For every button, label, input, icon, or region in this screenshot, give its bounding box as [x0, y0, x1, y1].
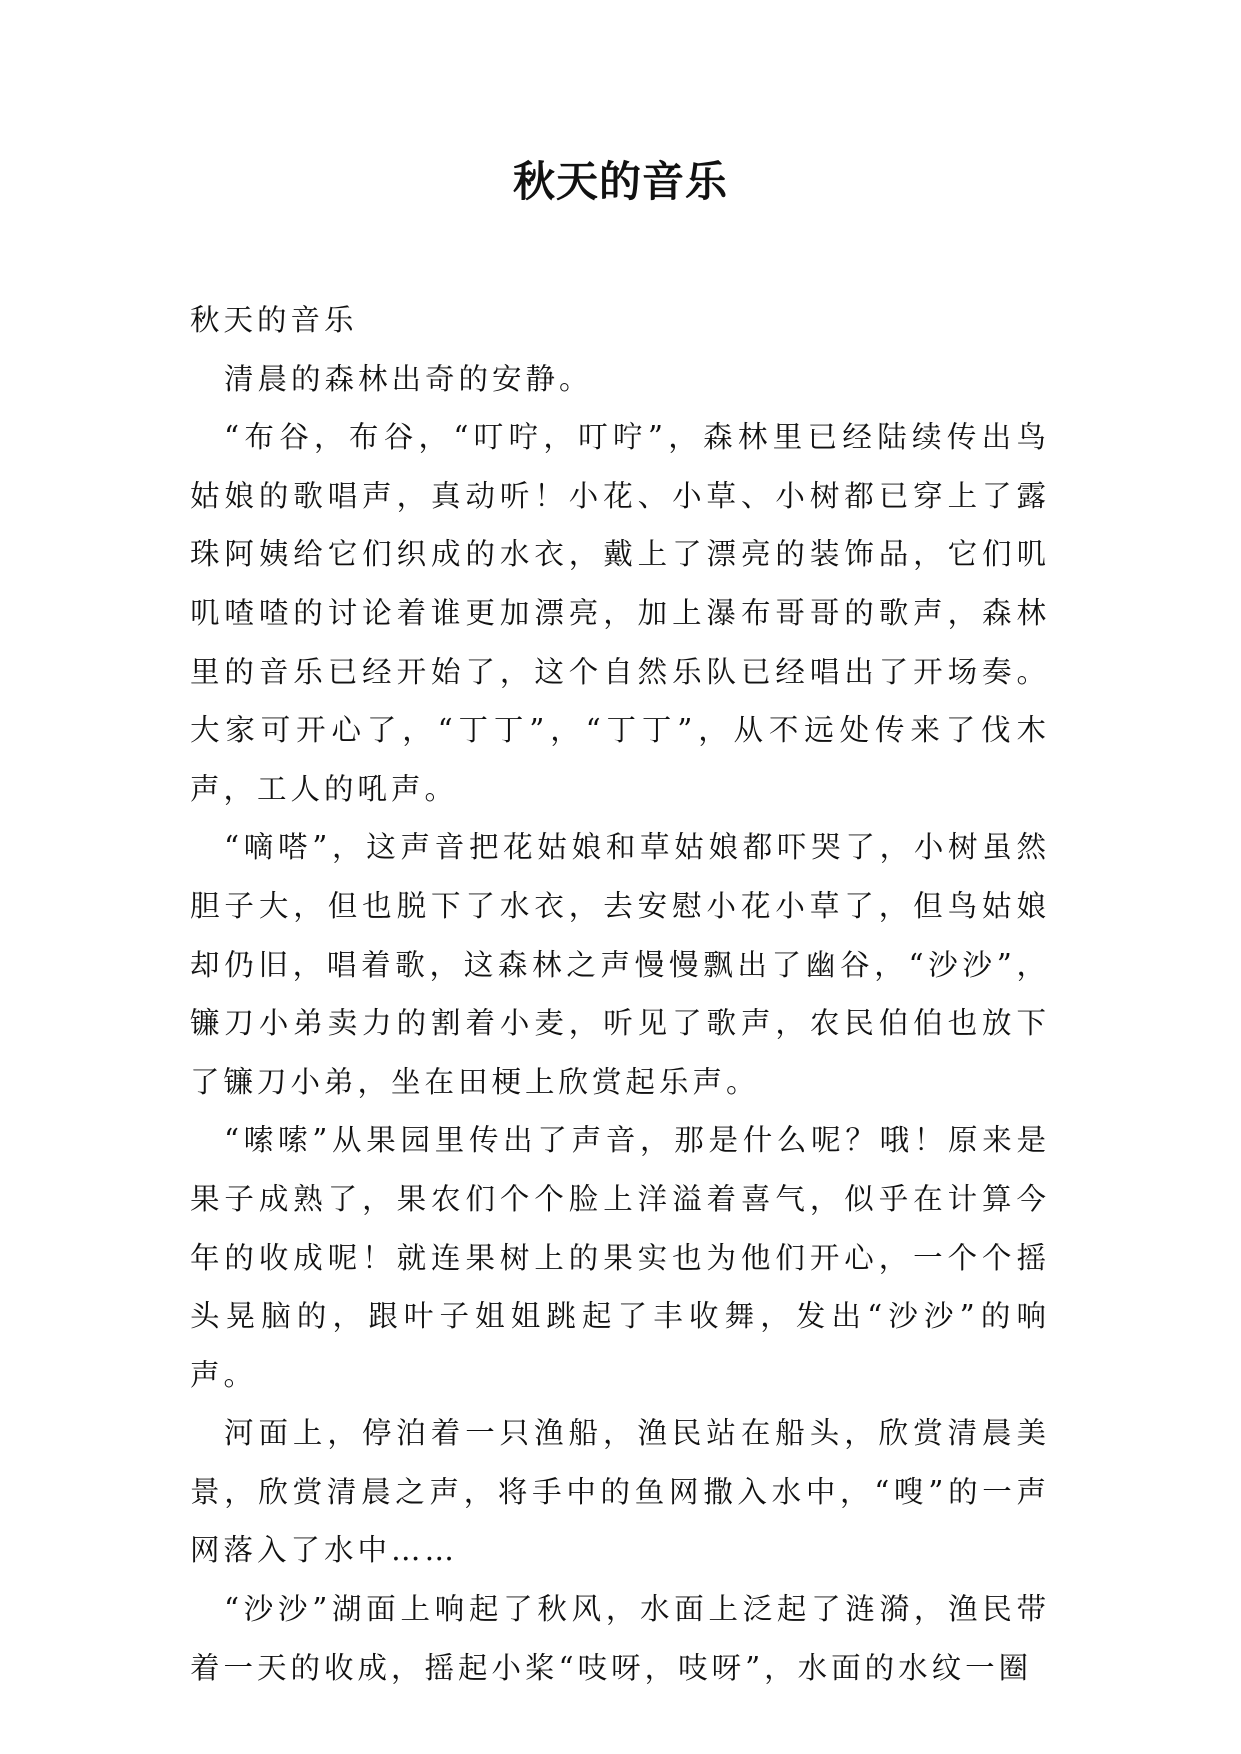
- paragraph: “沙沙”湖面上响起了秋风，水面上泛起了涟漪，渔民带着一天的收成，摇起小桨“吱呀，吱呀”，水面的水纹一圈: [190, 1592, 1050, 1685]
- paragraph: 河面上，停泊着一只渔船，渔民站在船头，欣赏清晨美景，欣赏清晨之声，将手中的鱼网撒入水中，“嗖”的一声网落入了水中……: [190, 1416, 1050, 1568]
- paragraph: 清晨的森林出奇的安静。: [224, 361, 593, 396]
- page-title: 秋天的音乐: [512, 157, 728, 206]
- document-body: [190, 291, 1050, 1697]
- paragraph: “嘀嗒”，这声音把花姑娘和草姑娘都吓哭了，小树虽然胆子大，但也脱下了水衣，去安慰小花小草了，但鸟姑娘却仍旧，唱着歌，这森林之声慢慢飘出了幽谷，“沙沙”，镰刀小弟卖力的割着小麦，听见了歌声，农民伯伯也放下了镰刀小弟，坐在田梗上欣赏起乐声。: [190, 830, 1050, 1099]
- paragraph: “嗦嗦”从果园里传出了声音，那是什么呢？哦！原来是果子成熟了，果农们个个脸上洋溢着喜气，似乎在计算今年的收成呢！就连果树上的果实也为他们开心，一个个摇头晃脑的，跟叶子姐姐跳起了丰收舞，发出“沙沙”的响声。: [190, 1123, 1050, 1392]
- paragraph: “布谷，布谷，“叮咛，叮咛”，森林里已经陆续传出鸟姑娘的歌唱声，真动听！小花、小草、小树都已穿上了露珠阿姨给它们织成的水衣，戴上了漂亮的装饰品，它们叽叽喳喳的讨论着谁更加漂亮，加上瀑布哥哥的歌声，森林里的音乐已经开始了，这个自然乐队已经唱出了开场奏。大家可开心了，“丁丁”，“丁丁”，从不远处传来了伐木声，工人的吼声。: [190, 420, 1050, 806]
- section-heading: 秋天的音乐: [190, 303, 358, 337]
